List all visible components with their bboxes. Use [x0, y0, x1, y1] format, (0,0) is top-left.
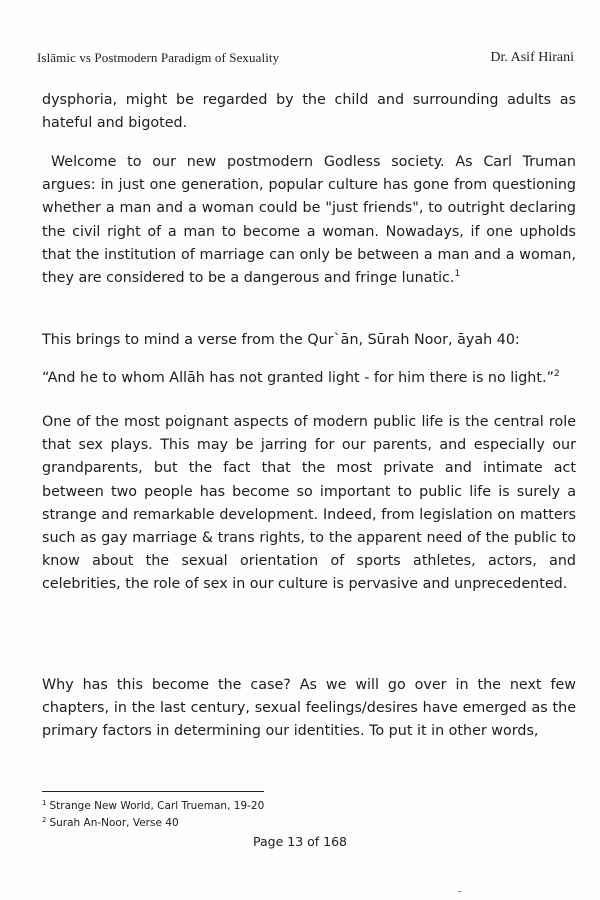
footnote-reference-1[interactable]: 1	[454, 269, 461, 280]
footnote-text: Surah An-Noor, Verse 40	[49, 817, 179, 829]
footnote-text: Strange New World, Carl Trueman, 19-20	[49, 800, 265, 812]
scan-artifact	[458, 891, 461, 892]
quote-text: “And he to whom Allāh has not granted light - for him there is no light.”	[42, 370, 554, 386]
paragraph-continuation	[42, 89, 576, 135]
paragraph-text: dysphoria, might be regarded by the child and surrounding adults as hateful and bigoted.	[42, 92, 576, 132]
page-number: Page 13 of 168	[253, 834, 347, 849]
author-name: Dr. Asif Hirani	[490, 50, 574, 65]
paragraph-welcome	[42, 151, 576, 290]
footnotes	[42, 798, 264, 832]
footnote-marker: 1	[42, 798, 47, 807]
paragraph-text: This brings to mind a verse from the Qur`ān, Sūrah Noor, āyah 40:	[42, 332, 520, 348]
running-header	[37, 50, 574, 72]
paragraph-why	[42, 674, 576, 744]
footnote-2	[42, 815, 264, 832]
paragraph-text: Welcome to our new postmodern Godless society. As Carl Truman argues: in just one generation, popular culture has gone from questioning whether a man and a woman could be "just friends", to outright declaring the civil right of a man to become a woman. Nowadays, if one upholds that the institution of marriage can only be between a man and a woman, they are considered to be a dangerous and fringe lunatic.	[42, 154, 576, 287]
footnote-marker: 2	[42, 815, 47, 824]
paragraph-public-life	[42, 411, 576, 597]
paragraph-text: Why has this become the case? As we will go over in the next few chapters, in the last century, sexual feelings/desires have emerged as the primary factors in determining our identities. To put it in other words,	[42, 677, 576, 740]
book-title: Islāmic vs Postmodern Paradigm of Sexuality	[37, 50, 280, 65]
footnote-divider	[42, 791, 264, 792]
paragraph-verse-intro	[42, 329, 576, 352]
paragraph-text: One of the most poignant aspects of modern public life is the central role that sex plays. This may be jarring for our parents, and especially our grandparents, but the fact that the most private and intimate act between two people has become so important to public life is surely a strange and remarkable development. Indeed, from legislation on matters such as gay marriage & trans rights, to the apparent need of the public to know about the sexual orientation of sports athletes, actors, and celebrities, the role of sex in our culture is pervasive and unprecedented.	[42, 414, 576, 593]
quoted-verse	[42, 367, 576, 390]
footnote-reference-2[interactable]: 2	[553, 369, 560, 380]
footnote-1	[42, 798, 264, 815]
